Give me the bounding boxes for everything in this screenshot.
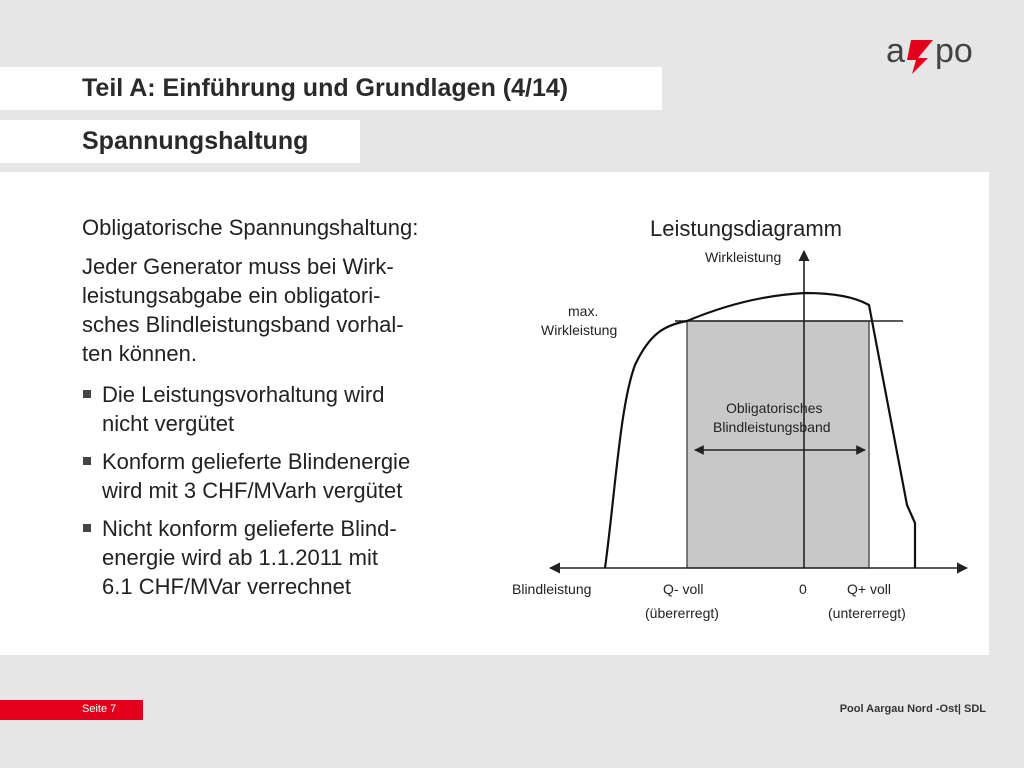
max-power-label-line2: Wirkleistung (541, 322, 618, 338)
list-item (82, 447, 502, 505)
q-minus-label: Q- voll (663, 581, 704, 597)
power-diagram (505, 205, 975, 635)
list-item (82, 514, 502, 601)
reactive-power-band (687, 321, 869, 568)
bullet-text: Nicht konform gelieferte Blind- energie wird ab 1.1.2011 mit 6.1 CHF/MVar verrechnet (102, 516, 397, 599)
band-label-line2: Blindleistungsband (713, 419, 831, 435)
q-plus-sublabel: (untererregt) (828, 605, 906, 621)
q-minus-sublabel: (übererregt) (645, 605, 719, 621)
axpo-logo (878, 28, 998, 78)
list-item (82, 380, 502, 438)
band-label-line1: Obligatorisches (726, 400, 823, 416)
text-column (82, 213, 502, 610)
page-number: Seite 7 (82, 703, 117, 715)
logo-letter-a: a (886, 32, 905, 70)
page-title: Teil A: Einführung und Grundlagen (4/14) (82, 74, 569, 102)
bullet-list (82, 380, 502, 601)
q-plus-label: Q+ voll (847, 581, 891, 597)
bullet-square-icon (83, 390, 91, 398)
bullet-text: Konform gelieferte Blindenergie wird mit 3 CHF/MVarh vergütet (102, 449, 411, 503)
zero-label: 0 (799, 581, 807, 597)
page-subtitle: Spannungshaltung (82, 127, 309, 155)
logo-letters-po: po (935, 32, 973, 70)
bullet-square-icon (83, 457, 91, 465)
y-axis-label: Wirkleistung (705, 249, 782, 265)
bullet-text: Die Leistungsvorhaltung wird nicht vergütet (102, 382, 385, 436)
body-paragraph: Jeder Generator muss bei Wirk- leistungsabgabe ein obligatori- sches Blindleistungsband vorhal- ten können. (82, 254, 404, 366)
intro-text: Obligatorische Spannungshaltung: (82, 215, 419, 240)
max-power-label-line1: max. (568, 303, 599, 319)
bullet-square-icon (83, 524, 91, 532)
diagram-title: Leistungsdiagramm (650, 216, 842, 241)
logo-lightning-icon (907, 40, 933, 74)
footer-page-tab (0, 700, 143, 720)
footer-info: Pool Aargau Nord -Ost| SDL (839, 703, 986, 715)
x-axis-label: Blindleistung (512, 581, 592, 597)
